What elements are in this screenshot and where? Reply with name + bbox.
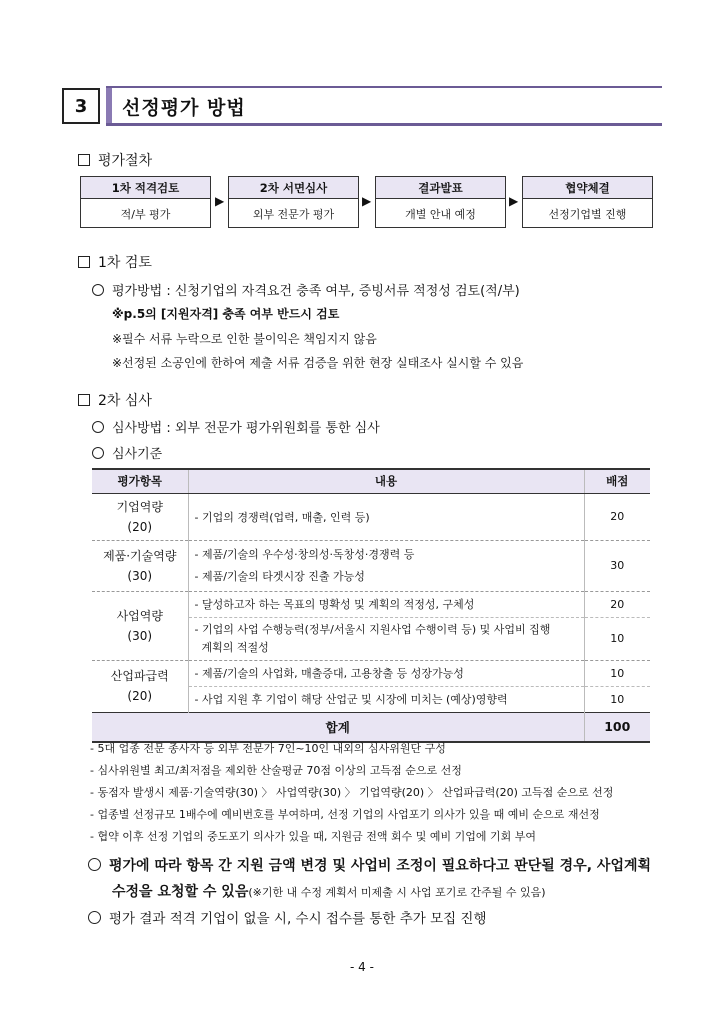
final-note-1-text: 평가에 따라 항목 간 지원 금액 변경 및 사업비 조정이 필요하다고 판단될 경우, 사업계획	[109, 858, 652, 874]
points-cell: 10	[584, 686, 650, 712]
procedure-flow	[80, 176, 654, 232]
first-review-method-text: 평가방법 : 신청기업의 자격요건 충족 여부, 증빙서류 적정성 검토(적/부)	[112, 284, 520, 299]
content-line: - 제품/기술의 우수성·창의성·독창성·경쟁력 등	[194, 547, 415, 561]
procedure-heading	[78, 150, 152, 170]
arrow-right-icon: ▶	[362, 194, 372, 208]
points-cell: 10	[584, 660, 650, 686]
first-review-heading	[78, 252, 152, 272]
circle-bullet-icon	[88, 858, 101, 871]
flow-step-2	[228, 176, 359, 228]
flow-step-desc: 적/부 평가	[120, 207, 171, 221]
content-cell	[188, 617, 584, 660]
flow-step-desc: 개별 안내 예정	[405, 207, 476, 221]
first-review-heading-text: 1차 검토	[98, 255, 152, 271]
category-cell	[92, 493, 188, 540]
category-cell	[92, 591, 188, 660]
square-bullet-icon	[78, 154, 90, 166]
table-row	[92, 540, 650, 591]
category-name: 사업역량	[116, 608, 163, 623]
circle-bullet-icon	[92, 447, 104, 459]
procedure-heading-text: 평가절차	[98, 153, 153, 169]
criteria-table	[92, 468, 650, 743]
category-cell	[92, 540, 188, 591]
final-note-1-cont	[112, 881, 546, 901]
square-bullet-icon	[78, 256, 90, 268]
dash-note-4: - 업종별 선정규모 1배수에 예비번호를 부여하며, 선정 기업의 사업포기 의사가 있을 때 예비 순으로 재선정	[90, 808, 600, 821]
category-name: 산업파급력	[110, 669, 169, 683]
column-header: 내용	[188, 469, 584, 493]
second-review-heading	[78, 390, 152, 410]
flow-step-desc: 선정기업별 진행	[548, 207, 627, 221]
criteria-label-text: 심사기준	[112, 447, 163, 462]
points-cell: 20	[584, 493, 650, 540]
column-header: 평가항목	[92, 469, 188, 493]
page-number: - 4 -	[350, 960, 374, 974]
points-cell: 10	[584, 617, 650, 660]
category-name: 제품·기술역량	[103, 548, 177, 563]
flow-step-4	[522, 176, 653, 228]
section-header	[62, 86, 662, 126]
total-row	[92, 712, 650, 742]
second-review-method	[92, 417, 380, 436]
flow-step-title: 협약체결	[523, 177, 652, 199]
dash-note-1: - 5대 업종 전문 종사자 등 외부 전문가 7인~10인 내외의 심사위원단 구성	[90, 742, 446, 755]
section-number: 3	[62, 88, 100, 124]
final-note-1	[88, 855, 651, 875]
arrow-right-icon: ▶	[215, 194, 225, 208]
first-review-method	[92, 280, 520, 299]
category-score: (30)	[127, 628, 153, 643]
first-review-note-3: ※선정된 소공인에 한하여 제출 서류 검증을 위한 현장 실태조사 실시할 수 있음	[112, 356, 524, 370]
points-cell: 30	[584, 540, 650, 591]
circle-bullet-icon	[92, 284, 104, 296]
second-review-method-text: 심사방법 : 외부 전문가 평가위원회를 통한 심사	[112, 421, 380, 436]
dash-note-2: - 심사위원별 최고/최저점을 제외한 산술평균 70점 이상의 고득점 순으로 선정	[90, 764, 462, 777]
content-line: - 기업의 사업 수행능력(정부/서울시 지원사업 수행이력 등) 및 사업비 집행	[194, 622, 551, 636]
final-note-2	[88, 907, 487, 927]
first-review-note-1: ※p.5의 [지원자격] 충족 여부 반드시 검토	[112, 307, 340, 321]
second-review-heading-text: 2차 심사	[98, 393, 152, 409]
dash-note-5: - 협약 이후 선정 기업의 중도포기 의사가 있을 때, 지원금 전액 회수 및 예비 기업에 기회 부여	[90, 830, 536, 843]
first-review-note-2: ※필수 서류 누락으로 인한 불이익은 책임지지 않음	[112, 332, 377, 346]
category-score: (20)	[127, 689, 153, 703]
points-cell: 20	[584, 591, 650, 617]
flow-step-3	[375, 176, 506, 228]
square-bullet-icon	[78, 394, 90, 406]
category-cell	[92, 660, 188, 712]
final-note-2-text: 평가 결과 적격 기업이 없을 시, 수시 접수를 통한 추가 모집 진행	[109, 911, 487, 927]
circle-bullet-icon	[88, 911, 101, 924]
content-line: 계획의 적절성	[194, 640, 269, 654]
section-title: 선정평가 방법	[122, 97, 246, 119]
flow-step-title: 2차 서면심사	[229, 177, 358, 199]
header-rule-bottom	[106, 123, 662, 126]
category-name: 기업역량	[116, 499, 163, 514]
column-header: 배점	[584, 469, 650, 493]
content-cell: - 달성하고자 하는 목표의 명확성 및 계획의 적정성, 구체성	[188, 591, 584, 617]
flow-step-1	[80, 176, 211, 228]
dash-note-3: - 동점자 발생시 제품·기술역량(30) 〉 사업역량(30) 〉 기업역량(20) 〉 산업파급력(20) 고득점 순으로 선정	[90, 786, 614, 799]
header-accent-bar	[106, 88, 112, 124]
table-row	[92, 660, 650, 686]
header-rule-top	[106, 86, 662, 88]
circle-bullet-icon	[92, 421, 104, 433]
table-row	[92, 591, 650, 617]
table-header-row	[92, 469, 650, 493]
flow-step-desc: 외부 전문가 평가	[252, 207, 335, 221]
total-label: 합계	[92, 712, 584, 742]
content-cell: - 기업의 경쟁력(업력, 매출, 인력 등)	[188, 493, 584, 540]
content-cell: - 사업 지원 후 기업이 해당 산업군 및 시장에 미치는 (예상)영향력	[188, 686, 584, 712]
final-note-1-cont-small: (※기한 내 수정 계획서 미제출 시 사업 포기로 간주될 수 있음)	[248, 886, 546, 899]
content-line: - 제품/기술의 타겟시장 진출 가능성	[194, 569, 365, 583]
total-points: 100	[584, 712, 650, 742]
criteria-label	[92, 443, 162, 462]
flow-step-title: 1차 적격검토	[81, 177, 210, 199]
category-score: (30)	[127, 568, 153, 583]
final-note-1-cont-bold: 수정을 요청할 수 있음	[112, 884, 249, 900]
content-cell	[188, 540, 584, 591]
arrow-right-icon: ▶	[509, 194, 519, 208]
content-cell: - 제품/기술의 사업화, 매출증대, 고용창출 등 성장가능성	[188, 660, 584, 686]
category-score: (20)	[127, 519, 153, 534]
flow-step-title: 결과발표	[376, 177, 505, 199]
table-row	[92, 493, 650, 540]
